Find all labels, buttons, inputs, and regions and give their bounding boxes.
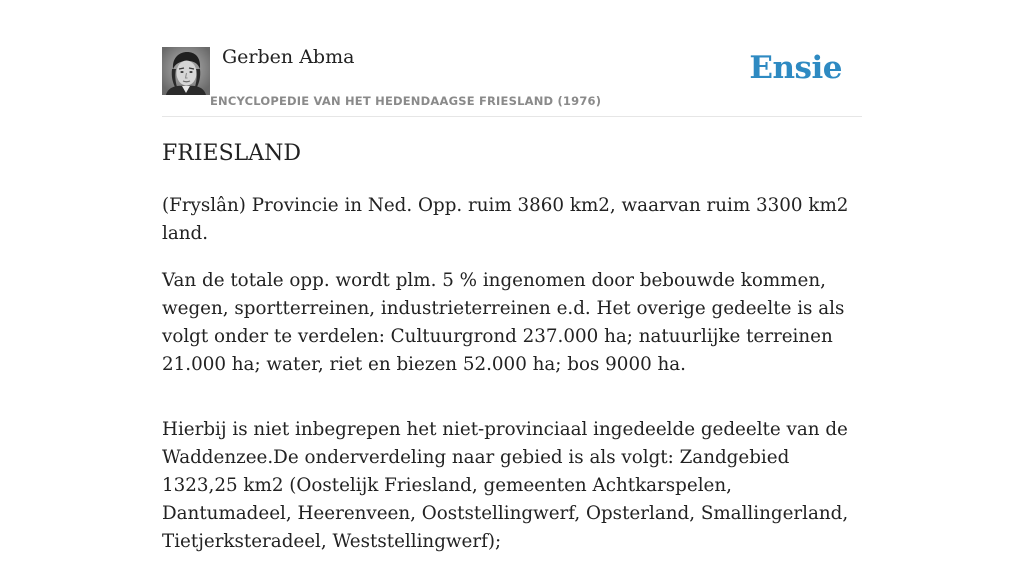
page-header: [162, 46, 862, 117]
article-paragraph: (Fryslân) Provincie in Ned. Opp. ruim 3860 km2, waarvan ruim 3300 km2 land.: [162, 195, 849, 244]
brand-logo[interactable]: Ensie: [749, 50, 842, 86]
author-photo: [162, 47, 210, 95]
author-avatar[interactable]: [162, 47, 210, 95]
article-body: [162, 192, 862, 575]
page-title: FRIESLAND: [162, 141, 302, 166]
source-label[interactable]: ENCYCLOPEDIE VAN HET HEDENDAAGSE FRIESLAND (1976): [210, 94, 602, 108]
author-name[interactable]: Gerben Abma: [222, 46, 355, 68]
article-paragraph: Hierbij is niet inbegrepen het niet-provinciaal ingedeelde gedeelte van de Waddenzee.De onderverdeling naar gebied is als volgt: Zandgebied 1323,25 km2 (Oostelijk Friesland, gemeenten Achtkarspelen, Dantumadeel, Heerenveen, Ooststellingwerf, Opsterland, Smallingerland, Tietjerksteradeel, Weststellingwerf);: [162, 419, 849, 552]
article-paragraph: Van de totale opp. wordt plm. 5 % ingenomen door bebouwde kommen, wegen, sportterreinen, industrieterreinen e.d. Het overige gedeelte is als volgt onder te verdelen: Cultuurgrond 237.000 ha; natuurlijke terreinen 21.000 ha; water, riet en biezen 52.000 ha; bos 9000 ha.: [162, 270, 845, 375]
